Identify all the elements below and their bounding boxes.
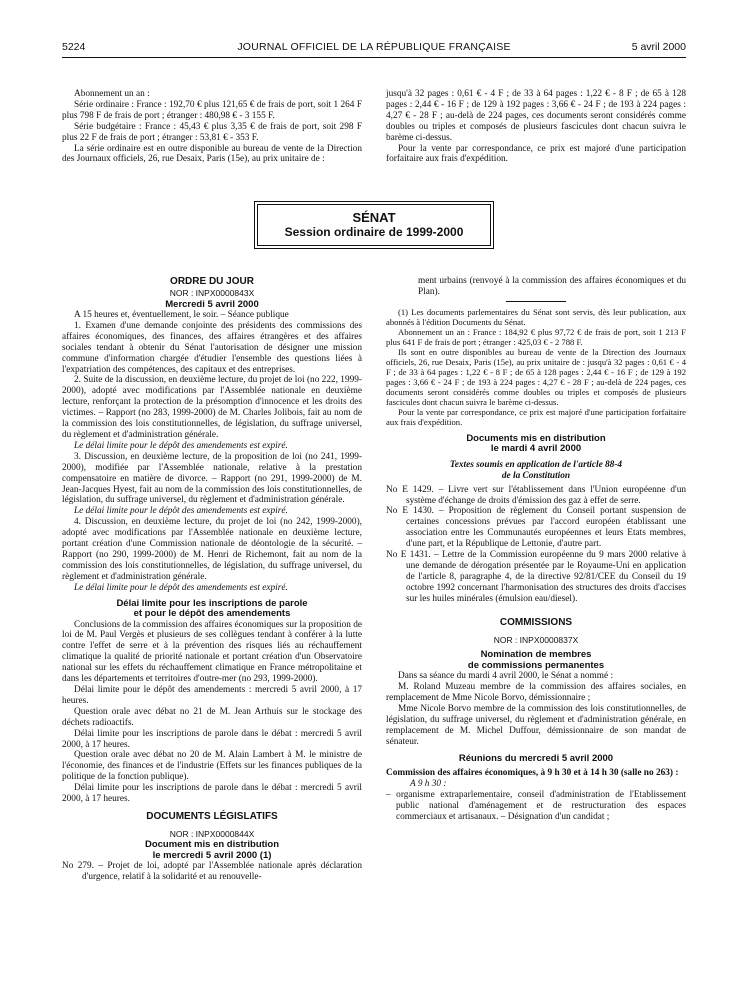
subscription-block-right bbox=[386, 89, 686, 165]
agenda-item-4: 4. Discussion, en deuxième lecture, du projet de loi (no 242, 1999-2000), adopté avec modifications par l'Assemblée nationale en deuxième lecture, portant création d'une Commission nationale de déontologie de la sécurité. – Rapport (no 290, 1999-2000) de M. Henri de Richemont, fait au nom de la commission des lois constitutionnelles, de législation, du suffrage universel, du règlement et d'administration générale. bbox=[62, 517, 362, 582]
text-line: Série ordinaire : France : 192,70 € plus 121,65 € de frais de port, soit 1 264 F plus 798 F de frais de port ; étranger : 480,98 € - 3 155 F. bbox=[62, 99, 362, 121]
running-header bbox=[62, 41, 686, 55]
text-line: jusqu'à 32 pages : 0,61 € - 4 F ; de 33 à 64 pages : 1,22 € - 8 F ; de 65 à 128 pages : 2,44 € - 16 F ; de 129 à 192 pages : 3,66 € - 24 F ; de 193 à 224 pages : 4,27 € - 28 F ; au-delà de 224 pages, ces documents seront considérés comme doubles ou triples et composés de plusieurs fascicules dont chacun suivra le barème ci-dessus. bbox=[386, 89, 686, 143]
document-279-continued: ment urbains (renvoyé à la commission des affaires économiques et du Plan). bbox=[418, 276, 686, 297]
agenda-item-2: 2. Suite de la discussion, en deuxième lecture, du projet de loi (no 222, 1999-2000), adopté avec modifications par l'Assemblée nationale en deuxième lecture, renforçant la protection de la présomption d'innocence et les droits des victimes. – Rapport (no 283, 1999-2000) de M. Charles Jolibois, fait au nom de la commission des lois constitutionnelles, de législation, du suffrage universel, du règlement et d'administration générale. bbox=[62, 375, 362, 440]
e-1431: No E 1431. – Lettre de la Commission européenne du 9 mars 2000 relative à une demande de dérogation présentée par le Royaume-Uni en application de l'article 8, paragraphe 4, de la directive 92/81/CEE du Conseil du 19 octobre 1992 concernant l'harmonisation des structures des droits d'accises sur les huiles minérales (émulsion eau/diesel). bbox=[386, 550, 686, 604]
nor-reference: NOR : INPX0000843X bbox=[169, 287, 255, 298]
nomination-title: Nomination de membres bbox=[480, 649, 592, 661]
documents-legislatifs-title: DOCUMENTS LÉGISLATIFS bbox=[146, 810, 278, 822]
question-20-delai: Délai limite pour les inscriptions de parole dans le débat : mercredi 5 avril 2000, à 17 heures. bbox=[62, 783, 362, 805]
footnote: (1) Les documents parlementaires du Sénat sont servis, dès leur publication, aux abonnés à l'édition Documents du Sénat. bbox=[386, 306, 686, 327]
nomination-borvo: Mme Nicole Borvo membre de la commission des lois constitutionnelles, de législation, du suffrage universel, du règlement et d'administration générale, en remplacement de M. Michel Duffour, démissionnaire de son mandat de sénateur. bbox=[386, 703, 686, 747]
time-heading: A 9 h 30 : bbox=[410, 778, 447, 789]
session-subtitle: Session ordinaire de 1999-2000 bbox=[284, 225, 464, 239]
commissions-title: COMMISSIONS bbox=[499, 616, 573, 628]
delai-note: Le délai limite pour le dépôt des amendements est expiré. bbox=[74, 440, 288, 451]
nor-reference: NOR : INPX0000837X bbox=[493, 635, 579, 646]
documents-title: le mardi 4 avril 2000 bbox=[490, 443, 582, 455]
documents-title: Documents mis en distribution bbox=[466, 432, 606, 444]
agenda-item-1: 1. Examen d'une demande conjointe des présidents des commissions des affaires économiques, des finances, des affaires étrangères et des affaires sociales tendant à obtenir du Sénat l'autorisation de désigner une mission commune d'information chargée d'étudier l'ensemble des questions liées à l'expatriation des compétences, des capitaux et des entreprises. bbox=[62, 320, 362, 375]
subscription-block-left bbox=[62, 89, 362, 165]
delai-amendements: Délai limite pour le dépôt des amendements : mercredi 5 avril 2000, à 17 heures. bbox=[62, 685, 362, 706]
textes-title: Textes soumis en application de l'article 88-4 bbox=[449, 459, 623, 470]
delai-section-title: et pour le dépôt des amendements bbox=[133, 608, 291, 620]
text-line: Pour la vente par correspondance, ce prix est majoré d'une participation forfaitaire aux frais d'expédition. bbox=[386, 143, 686, 165]
delai-note: Le délai limite pour le dépôt des amendements est expiré. bbox=[74, 582, 288, 593]
agenda-item-3: 3. Discussion, en deuxième lecture, de la proposition de loi (no 241, 1999-2000), modifiée par l'Assemblée nationale, relative à la prestation compensatoire en matière de divorce. – Rapport (no 291, 1999-2000) de M. Jean-Jacques Hyest, fait au nom de la commission des lois constitutionnelles, de législation, du suffrage universel, du règlement et d'administration générale. bbox=[62, 451, 362, 506]
senat-title: SÉNAT bbox=[352, 210, 396, 225]
textes-title: de la Constitution bbox=[501, 470, 571, 481]
journal-title: JOURNAL OFFICIEL DE LA RÉPUBLIQUE FRANÇAISE bbox=[237, 41, 511, 53]
question-21: Question orale avec débat no 21 de M. Jean Arthuis sur le stockage des déchets radioactifs. bbox=[62, 706, 362, 728]
ordre-du-jour-title: ORDRE DU JOUR bbox=[170, 276, 254, 287]
text-line: La série ordinaire est en outre disponible au bureau de vente de la Direction des Journaux officiels, 26, rue Desaix, Paris (15e), au prix unitaire de : bbox=[62, 143, 362, 165]
e-1429: No E 1429. – Livre vert sur l'établissement dans l'Union européenne d'un système d'échange de droits d'émission des gaz à effet de serre. bbox=[386, 484, 686, 506]
text-line: Série budgétaire : France : 45,43 € plus 3,35 € de frais de port, soit 298 F plus 22 F de frais de port ; étranger : 53,81 € - 353 F. bbox=[62, 121, 362, 143]
commission-eco: Commission des affaires économiques, à 9 h 30 et à 14 h 30 (salle no 263) : bbox=[386, 767, 679, 778]
footnote: Pour la vente par correspondance, ce prix est majoré d'une participation forfaitaire aux frais d'expédition. bbox=[386, 406, 686, 427]
seance-line: A 15 heures et, éventuellement, le soir. – Séance publique bbox=[74, 310, 289, 320]
seance-text: Dans sa séance du mardi 4 avril 2000, le Sénat a nommé : bbox=[398, 671, 614, 682]
right-column bbox=[386, 276, 686, 822]
nor-reference: NOR : INPX0000844X bbox=[169, 829, 255, 840]
header-rule bbox=[62, 57, 686, 58]
issue-date: 5 avril 2000 bbox=[631, 41, 686, 53]
document-subtitle: le mercredi 5 avril 2000 (1) bbox=[152, 849, 272, 861]
reunions-title: Réunions du mercredi 5 avril 2000 bbox=[458, 753, 614, 765]
delai-section-title: Délai limite pour les inscriptions de parole bbox=[116, 597, 308, 609]
footnote-rule bbox=[506, 301, 566, 302]
document-subtitle: Document mis en distribution bbox=[144, 839, 280, 851]
document-279: No 279. – Projet de loi, adopté par l'Assemblée nationale après déclaration d'urgence, relatif à la solidarité et au renouvelle- bbox=[62, 861, 362, 883]
senat-title-box bbox=[257, 204, 491, 246]
footnote: Abonnement un an : France : 184,92 € plus 97,72 € de frais de port, soit 1 213 F plus 641 F de frais de port ; étranger : 425,03 € - 2 788 F. bbox=[386, 326, 686, 347]
question-21-delai: Délai limite pour les inscriptions de parole dans le débat : mercredi 5 avril 2000, à 17 heures. bbox=[62, 728, 362, 750]
text-line: Abonnement un an : bbox=[74, 89, 150, 99]
nomination-title: de commissions permanentes bbox=[467, 659, 605, 671]
nomination-muzeau: M. Roland Muzeau membre de la commission des affaires sociales, en remplacement de Mme Nicole Borvo, démissionnaire ; bbox=[386, 682, 686, 703]
footnote: Ils sont en outre disponibles au bureau de vente de la Direction des Journaux officiels, 26, rue Desaix, Paris (15e), au prix unitaire de : jusqu'à 32 pages : 0,61 € - 4 F ; de 33 à 64 pages : 1,22 € - 8 F ; de 65 à 128 pages : 2,44 € - 16 F ; de 129 à 192 pages : 3,66 € - 24 F ; de 193 à 224 pages : 4,27 € - 28 F ; au-delà de 224 pages, ces documents seront considérés comme doubles ou triples et composés de plusieurs fascicules dont chacun suivra le barème ci-dessus. bbox=[386, 346, 686, 407]
delai-note: Le délai limite pour le dépôt des amendements est expiré. bbox=[74, 506, 288, 517]
left-column bbox=[62, 276, 362, 883]
conclusions-text: Conclusions de la commission des affaires économiques sur la proposition de loi de M. Paul Vergès et plusieurs de ses collègues tendant à conférer à la lutte contre l'effet de serre et à la prévention des risques liés au réchauffement climatique la qualité de priorité nationale et portant création d'un Observatoire national sur les effets du réchauffement climatique en France métropolitaine et dans les départements et territoires d'outre-mer (no 293, 1999-2000). bbox=[62, 619, 362, 685]
page-number: 5224 bbox=[62, 41, 86, 53]
day-title: Mercredi 5 avril 2000 bbox=[165, 298, 259, 310]
e-1430: No E 1430. – Proposition de règlement du Conseil portant suspension de certaines concessions prévues par l'accord européen établissant une association entre les Communautés européennes et leurs Etats membres, d'une part, et la République de Lettonie, d'autre part. bbox=[386, 506, 686, 550]
agenda-entry: – organisme extraparlementaire, conseil d'administration de l'Etablissement public national d'aménagement et de restructuration des espaces commerciaux et artisanaux. – Désignation d'un candidat ; bbox=[386, 789, 686, 822]
question-20: Question orale avec débat no 20 de M. Alain Lambert à M. le ministre de l'économie, des finances et de l'industrie (Effets sur les finances publiques de la politique de la fonction publique). bbox=[62, 750, 362, 783]
